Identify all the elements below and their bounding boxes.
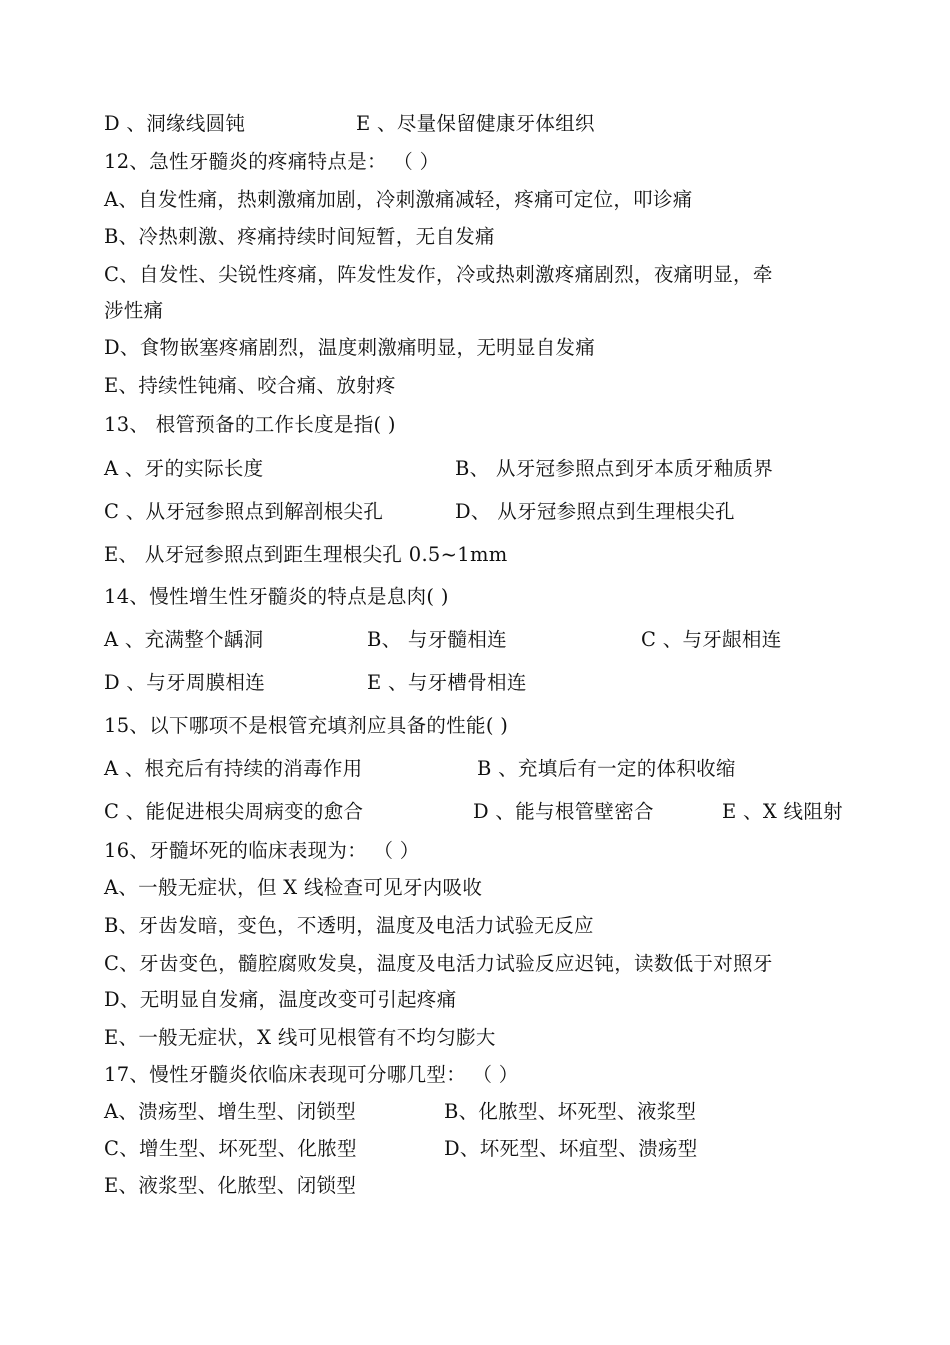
question-17-option-d: D、坏死型、坏疽型、溃疡型 [444, 1137, 698, 1160]
question-17: 17、慢性牙髓炎依临床表现可分哪几型： （ ） [104, 1063, 519, 1086]
question-12: 12、急性牙髓炎的疼痛特点是： （ ） [104, 150, 440, 173]
option-e-previous: E 、尽量保留健康牙体组织 [356, 112, 595, 135]
question-13-option-d: D、 从牙冠参照点到生理根尖孔 [455, 500, 735, 523]
question-12-option-c: C、自发性、尖锐性疼痛，阵发性发作，冷或热刺激疼痛剧烈，夜痛明显，牵 [104, 263, 773, 286]
question-14-option-c: C 、与牙龈相连 [641, 628, 782, 651]
question-13-option-c: C 、从牙冠参照点到解剖根尖孔 [104, 500, 384, 523]
question-12-option-d: D、食物嵌塞疼痛剧烈，温度刺激痛明显，无明显自发痛 [104, 336, 596, 359]
question-12-option-b: B、冷热刺激、疼痛持续时间短暂，无自发痛 [104, 225, 495, 248]
question-17-option-e: E、液浆型、化脓型、闭锁型 [104, 1174, 357, 1197]
question-14-option-e: E 、与牙槽骨相连 [367, 671, 527, 694]
question-14-option-b: B、 与牙髓相连 [367, 628, 507, 651]
question-15-option-a: A 、根充后有持续的消毒作用 [104, 757, 363, 780]
question-15-option-c: C 、能促进根尖周病变的愈合 [104, 800, 364, 823]
question-16-option-a: A、一般无症状，但 X 线检查可见牙内吸收 [104, 876, 483, 899]
question-17-option-c: C、增生型、坏死型、化脓型 [104, 1137, 357, 1160]
question-13-option-b: B、 从牙冠参照点到牙本质牙釉质界 [455, 457, 774, 480]
question-13: 13、 根管预备的工作长度是指( ) [104, 413, 396, 436]
question-15-option-b: B 、充填后有一定的体积收缩 [477, 757, 736, 780]
option-d-previous: D 、洞缘线圆钝 [104, 112, 246, 135]
question-17-option-a: A、溃疡型、增生型、闭锁型 [104, 1100, 356, 1123]
question-14: 14、慢性增生性牙髓炎的特点是息肉( ) [104, 585, 449, 608]
question-16-option-b: B、牙齿发暗，变色，不透明，温度及电活力试验无反应 [104, 914, 594, 937]
question-12-option-a: A、自发性痛，热刺激痛加剧，冷刺激痛减轻，疼痛可定位，叩诊痛 [104, 188, 693, 211]
question-13-option-e: E、 从牙冠参照点到距生理根尖孔 0.5~1mm [104, 543, 508, 566]
question-15: 15、以下哪项不是根管充填剂应具备的性能( ) [104, 714, 509, 737]
question-14-option-d: D 、与牙周膜相连 [104, 671, 266, 694]
question-12-option-c-continued: 涉性痛 [104, 299, 164, 322]
question-13-option-a: A 、牙的实际长度 [104, 457, 264, 480]
question-15-option-e: E 、X 线阻射 [722, 800, 843, 823]
question-16-option-c: C、牙齿变色，髓腔腐败发臭，温度及电活力试验反应迟钝，读数低于对照牙 [104, 952, 773, 975]
question-17-option-b: B、化脓型、坏死型、液浆型 [444, 1100, 697, 1123]
question-16: 16、牙髓坏死的临床表现为： （ ） [104, 839, 420, 862]
question-16-option-d: D、无明显自发痛，温度改变可引起疼痛 [104, 988, 457, 1011]
question-16-option-e: E、一般无症状，X 线可见根管有不均匀膨大 [104, 1026, 496, 1049]
question-14-option-a: A 、充满整个龋洞 [104, 628, 264, 651]
question-12-option-e: E、持续性钝痛、咬合痛、放射疼 [104, 374, 396, 397]
question-15-option-d: D 、能与根管壁密合 [473, 800, 654, 823]
